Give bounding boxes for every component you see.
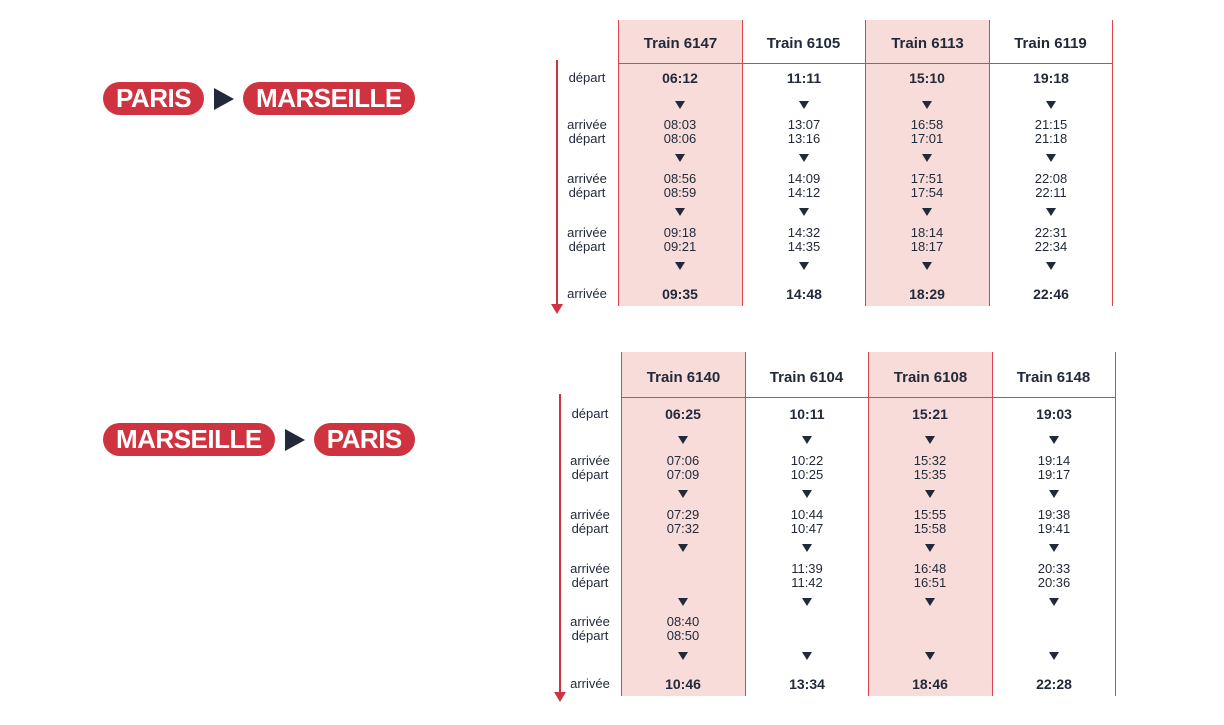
time-cell: 22:08 xyxy=(1034,171,1068,186)
train-header: Train 6140 xyxy=(646,369,721,386)
down-triangle-icon xyxy=(1046,101,1056,109)
arrivee-label: arrivée xyxy=(567,117,607,132)
down-triangle-icon xyxy=(802,598,812,606)
arrivee-label: arrivée xyxy=(570,614,610,629)
time-cell: 14:48 xyxy=(786,286,822,302)
time-cell: 14:35 xyxy=(787,239,821,254)
time-cell: 18:17 xyxy=(910,239,944,254)
down-triangle-icon xyxy=(799,208,809,216)
time-cell: 07:06 xyxy=(666,453,700,468)
train-header: Train 6108 xyxy=(893,369,968,386)
time-cell: 08:56 xyxy=(663,171,697,186)
depart-label: départ xyxy=(568,131,606,146)
time-cell: 21:18 xyxy=(1034,131,1068,146)
time-cell: 20:36 xyxy=(1037,575,1071,590)
time-cell: 14:09 xyxy=(787,171,821,186)
time-cell: 22:46 xyxy=(1033,286,1069,302)
time-cell: 19:38 xyxy=(1037,507,1071,522)
time-cell: 21:15 xyxy=(1034,117,1068,132)
down-triangle-icon xyxy=(799,101,809,109)
time-cell: 16:48 xyxy=(913,561,947,576)
time-cell: 17:54 xyxy=(910,185,944,200)
time-cell: 15:55 xyxy=(913,507,947,522)
down-triangle-icon xyxy=(925,544,935,552)
arrivee-label: arrivée xyxy=(570,561,610,576)
time-cell: 09:21 xyxy=(663,239,697,254)
arrivee-label: arrivée xyxy=(570,676,610,691)
time-cell: 16:51 xyxy=(913,575,947,590)
depart-label: départ xyxy=(568,239,606,254)
time-cell: 13:16 xyxy=(787,131,821,146)
time-cell: 08:59 xyxy=(663,185,697,200)
header-rule xyxy=(618,63,1113,64)
time-cell: 17:51 xyxy=(910,171,944,186)
down-triangle-icon xyxy=(678,436,688,444)
time-cell: 16:58 xyxy=(910,117,944,132)
time-cell: 19:18 xyxy=(1033,70,1069,86)
time-cell: 15:35 xyxy=(913,467,947,482)
direction-arrow-icon xyxy=(551,304,563,314)
column-divider xyxy=(1115,352,1116,696)
time-cell: 22:11 xyxy=(1035,185,1067,200)
depart-label: départ xyxy=(571,628,609,643)
down-triangle-icon xyxy=(1046,208,1056,216)
destination-pill: MARSEILLE xyxy=(243,82,415,115)
down-triangle-icon xyxy=(922,101,932,109)
time-cell: 11:39 xyxy=(791,561,823,576)
down-triangle-icon xyxy=(925,490,935,498)
time-cell: 15:10 xyxy=(909,70,945,86)
depart-label: départ xyxy=(571,467,609,482)
train-header: Train 6147 xyxy=(643,35,718,52)
arrow-right-icon xyxy=(285,429,305,451)
header-rule xyxy=(621,397,1116,398)
down-triangle-icon xyxy=(802,544,812,552)
down-triangle-icon xyxy=(922,154,932,162)
time-cell: 19:17 xyxy=(1037,467,1071,482)
down-triangle-icon xyxy=(678,598,688,606)
time-cell: 10:11 xyxy=(789,406,825,422)
down-triangle-icon xyxy=(802,436,812,444)
time-cell: 08:40 xyxy=(666,614,700,629)
time-cell: 18:46 xyxy=(912,676,948,692)
down-triangle-icon xyxy=(799,262,809,270)
arrivee-label: arrivée xyxy=(567,225,607,240)
down-triangle-icon xyxy=(922,208,932,216)
time-cell: 10:22 xyxy=(790,453,824,468)
down-triangle-icon xyxy=(678,490,688,498)
origin-pill: PARIS xyxy=(103,82,204,115)
destination-pill: PARIS xyxy=(314,423,415,456)
time-cell: 15:21 xyxy=(912,406,948,422)
train-header: Train 6104 xyxy=(769,369,844,386)
time-cell: 10:25 xyxy=(790,467,824,482)
train-header: Train 6148 xyxy=(1016,369,1091,386)
time-cell: 11:42 xyxy=(791,575,823,590)
time-cell: 09:18 xyxy=(663,225,697,240)
time-cell: 09:35 xyxy=(662,286,698,302)
down-triangle-icon xyxy=(675,262,685,270)
down-triangle-icon xyxy=(678,544,688,552)
down-triangle-icon xyxy=(925,598,935,606)
train-header: Train 6105 xyxy=(766,35,841,52)
down-triangle-icon xyxy=(1049,652,1059,660)
time-cell: 13:07 xyxy=(787,117,821,132)
time-cell: 07:09 xyxy=(666,467,700,482)
arrow-right-icon xyxy=(214,88,234,110)
time-cell: 18:29 xyxy=(909,286,945,302)
time-cell: 22:31 xyxy=(1034,225,1068,240)
down-triangle-icon xyxy=(678,652,688,660)
time-cell: 10:46 xyxy=(665,676,701,692)
time-cell: 08:50 xyxy=(666,628,700,643)
down-triangle-icon xyxy=(1049,598,1059,606)
down-triangle-icon xyxy=(799,154,809,162)
time-cell: 17:01 xyxy=(910,131,944,146)
depart-label: départ xyxy=(571,521,609,536)
arrivee-label: arrivée xyxy=(570,507,610,522)
depart-label: départ xyxy=(568,185,606,200)
time-cell: 10:47 xyxy=(790,521,824,536)
depart-label: départ xyxy=(571,575,609,590)
depart-label: départ xyxy=(568,70,606,85)
down-triangle-icon xyxy=(1049,490,1059,498)
time-cell: 18:14 xyxy=(910,225,944,240)
down-triangle-icon xyxy=(925,436,935,444)
depart-label: départ xyxy=(571,406,609,421)
down-triangle-icon xyxy=(802,490,812,498)
down-triangle-icon xyxy=(675,208,685,216)
direction-arrow-icon xyxy=(554,692,566,702)
origin-pill: MARSEILLE xyxy=(103,423,275,456)
time-cell: 20:33 xyxy=(1037,561,1071,576)
time-cell: 19:03 xyxy=(1036,406,1072,422)
time-cell: 19:41 xyxy=(1037,521,1071,536)
time-cell: 10:44 xyxy=(790,507,824,522)
time-cell: 06:12 xyxy=(662,70,698,86)
down-triangle-icon xyxy=(1049,544,1059,552)
time-cell: 14:32 xyxy=(787,225,821,240)
time-cell: 15:58 xyxy=(913,521,947,536)
time-cell: 06:25 xyxy=(665,406,701,422)
time-cell: 07:32 xyxy=(666,521,700,536)
route-banner-marseille-paris xyxy=(103,423,415,456)
down-triangle-icon xyxy=(1046,262,1056,270)
time-cell: 22:34 xyxy=(1034,239,1068,254)
time-cell: 15:32 xyxy=(913,453,947,468)
down-triangle-icon xyxy=(925,652,935,660)
down-triangle-icon xyxy=(675,154,685,162)
down-triangle-icon xyxy=(675,101,685,109)
arrivee-label: arrivée xyxy=(570,453,610,468)
down-triangle-icon xyxy=(802,652,812,660)
down-triangle-icon xyxy=(922,262,932,270)
train-header: Train 6119 xyxy=(1014,35,1087,52)
time-cell: 08:06 xyxy=(663,131,697,146)
time-cell: 14:12 xyxy=(787,185,821,200)
down-triangle-icon xyxy=(1046,154,1056,162)
time-cell: 08:03 xyxy=(663,117,697,132)
time-cell: 22:28 xyxy=(1036,676,1072,692)
route-banner-paris-marseille xyxy=(103,82,415,115)
down-triangle-icon xyxy=(1049,436,1059,444)
arrivee-label: arrivée xyxy=(567,286,607,301)
arrivee-label: arrivée xyxy=(567,171,607,186)
direction-axis xyxy=(559,394,561,692)
time-cell: 07:29 xyxy=(666,507,700,522)
time-cell: 19:14 xyxy=(1037,453,1071,468)
time-cell: 11:11 xyxy=(786,70,822,86)
time-cell: 13:34 xyxy=(789,676,825,692)
train-header: Train 6113 xyxy=(891,35,964,52)
